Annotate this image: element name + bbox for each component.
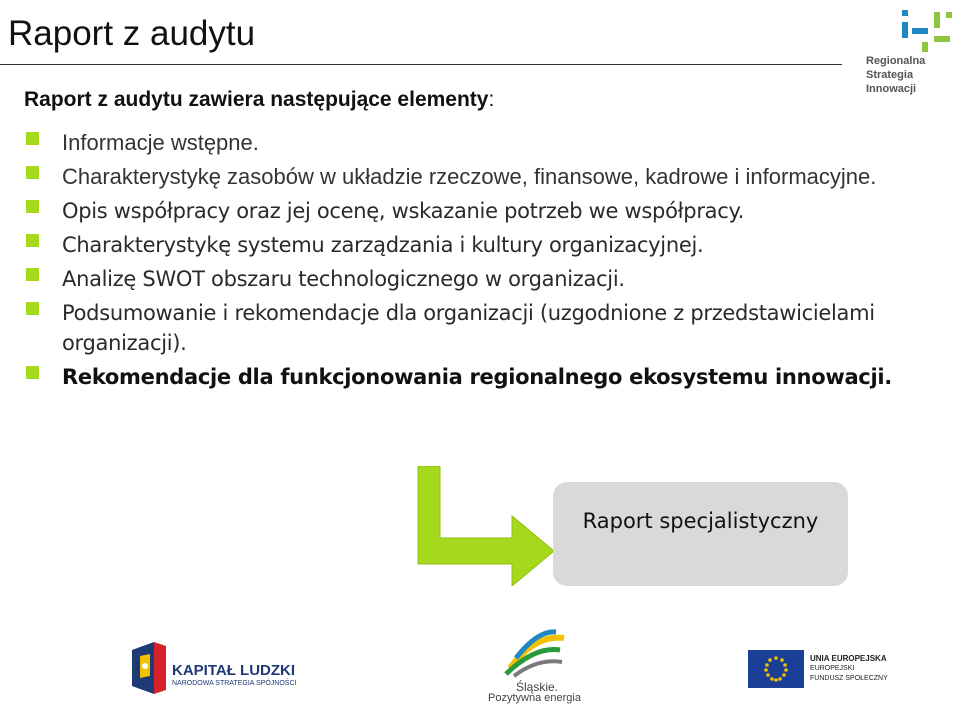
eu-stars-icon xyxy=(748,650,804,688)
list-item xyxy=(0,264,930,294)
slaskie-mark xyxy=(480,628,590,678)
rsi-logo xyxy=(862,8,958,100)
elements-list xyxy=(0,128,930,396)
arrow-right-icon xyxy=(416,466,556,586)
rsi-line-1: Regionalna xyxy=(866,55,926,67)
list-item-text: Podsumowanie i rekomendacje dla organizacji (uzgodnione z przedstawicielami organizacji). xyxy=(62,301,875,355)
intro-colon: : xyxy=(488,88,495,111)
eu-line-2: EUROPEJSKI xyxy=(810,665,855,672)
list-item-text: Charakterystykę zasobów w układzie rzeczowe, finansowe, kadrowe i informacyjne. xyxy=(62,164,877,189)
intro-bold: Raport z audytu zawiera następujące elementy xyxy=(24,88,489,111)
slaskie-name: Śląskie. xyxy=(516,680,559,694)
list-item xyxy=(0,230,930,260)
slaskie-logo xyxy=(480,628,590,706)
specialist-report-label: Raport specjalistyczny xyxy=(582,509,819,533)
rsi-line-3: Innowacji xyxy=(866,83,917,95)
list-item xyxy=(0,162,930,192)
list-item-text: Informacje wstępne. xyxy=(62,130,259,155)
page-title: Raport z audytu xyxy=(8,14,256,53)
list-item-text: Charakterystykę systemu zarządzania i kultury organizacyjnej. xyxy=(62,233,704,257)
eu-flag-icon xyxy=(748,650,804,688)
list-item xyxy=(0,128,930,158)
rsi-logo-mark xyxy=(862,8,958,54)
kapital-ludzki-mark xyxy=(126,640,168,698)
bullet-icon xyxy=(26,302,39,315)
specialist-report-box xyxy=(553,482,848,586)
list-item-text: Rekomendacje dla funkcjonowania regionalnego ekosystemu innowacji. xyxy=(62,365,892,389)
list-item xyxy=(0,298,930,358)
bullet-icon xyxy=(26,132,39,145)
title-divider xyxy=(0,64,842,65)
kapital-ludzki-logo xyxy=(126,640,296,700)
list-item-text: Analizę SWOT obszaru technologicznego w organizacji. xyxy=(62,267,625,291)
slaskie-sub: Pozytywna energia xyxy=(488,692,581,704)
bullet-icon xyxy=(26,166,39,179)
list-item xyxy=(0,362,930,392)
bullet-icon xyxy=(26,268,39,281)
list-item-text: Opis współpracy oraz jej ocenę, wskazanie potrzeb we współpracy. xyxy=(62,199,744,223)
intro-text xyxy=(24,88,494,112)
eu-line-3: FUNDUSZ SPOŁECZNY xyxy=(810,675,888,682)
bullet-icon xyxy=(26,366,39,379)
eu-line-1: UNIA EUROPEJSKA xyxy=(810,654,887,663)
kapital-ludzki-name: KAPITAŁ LUDZKI xyxy=(172,662,296,679)
kapital-ludzki-sub: NARODOWA STRATEGIA SPÓJNOŚCI xyxy=(172,680,297,687)
bullet-icon xyxy=(26,200,39,213)
eu-logo xyxy=(748,648,928,694)
bullet-icon xyxy=(26,234,39,247)
rsi-line-2: Strategia xyxy=(866,69,914,81)
list-item xyxy=(0,196,930,226)
